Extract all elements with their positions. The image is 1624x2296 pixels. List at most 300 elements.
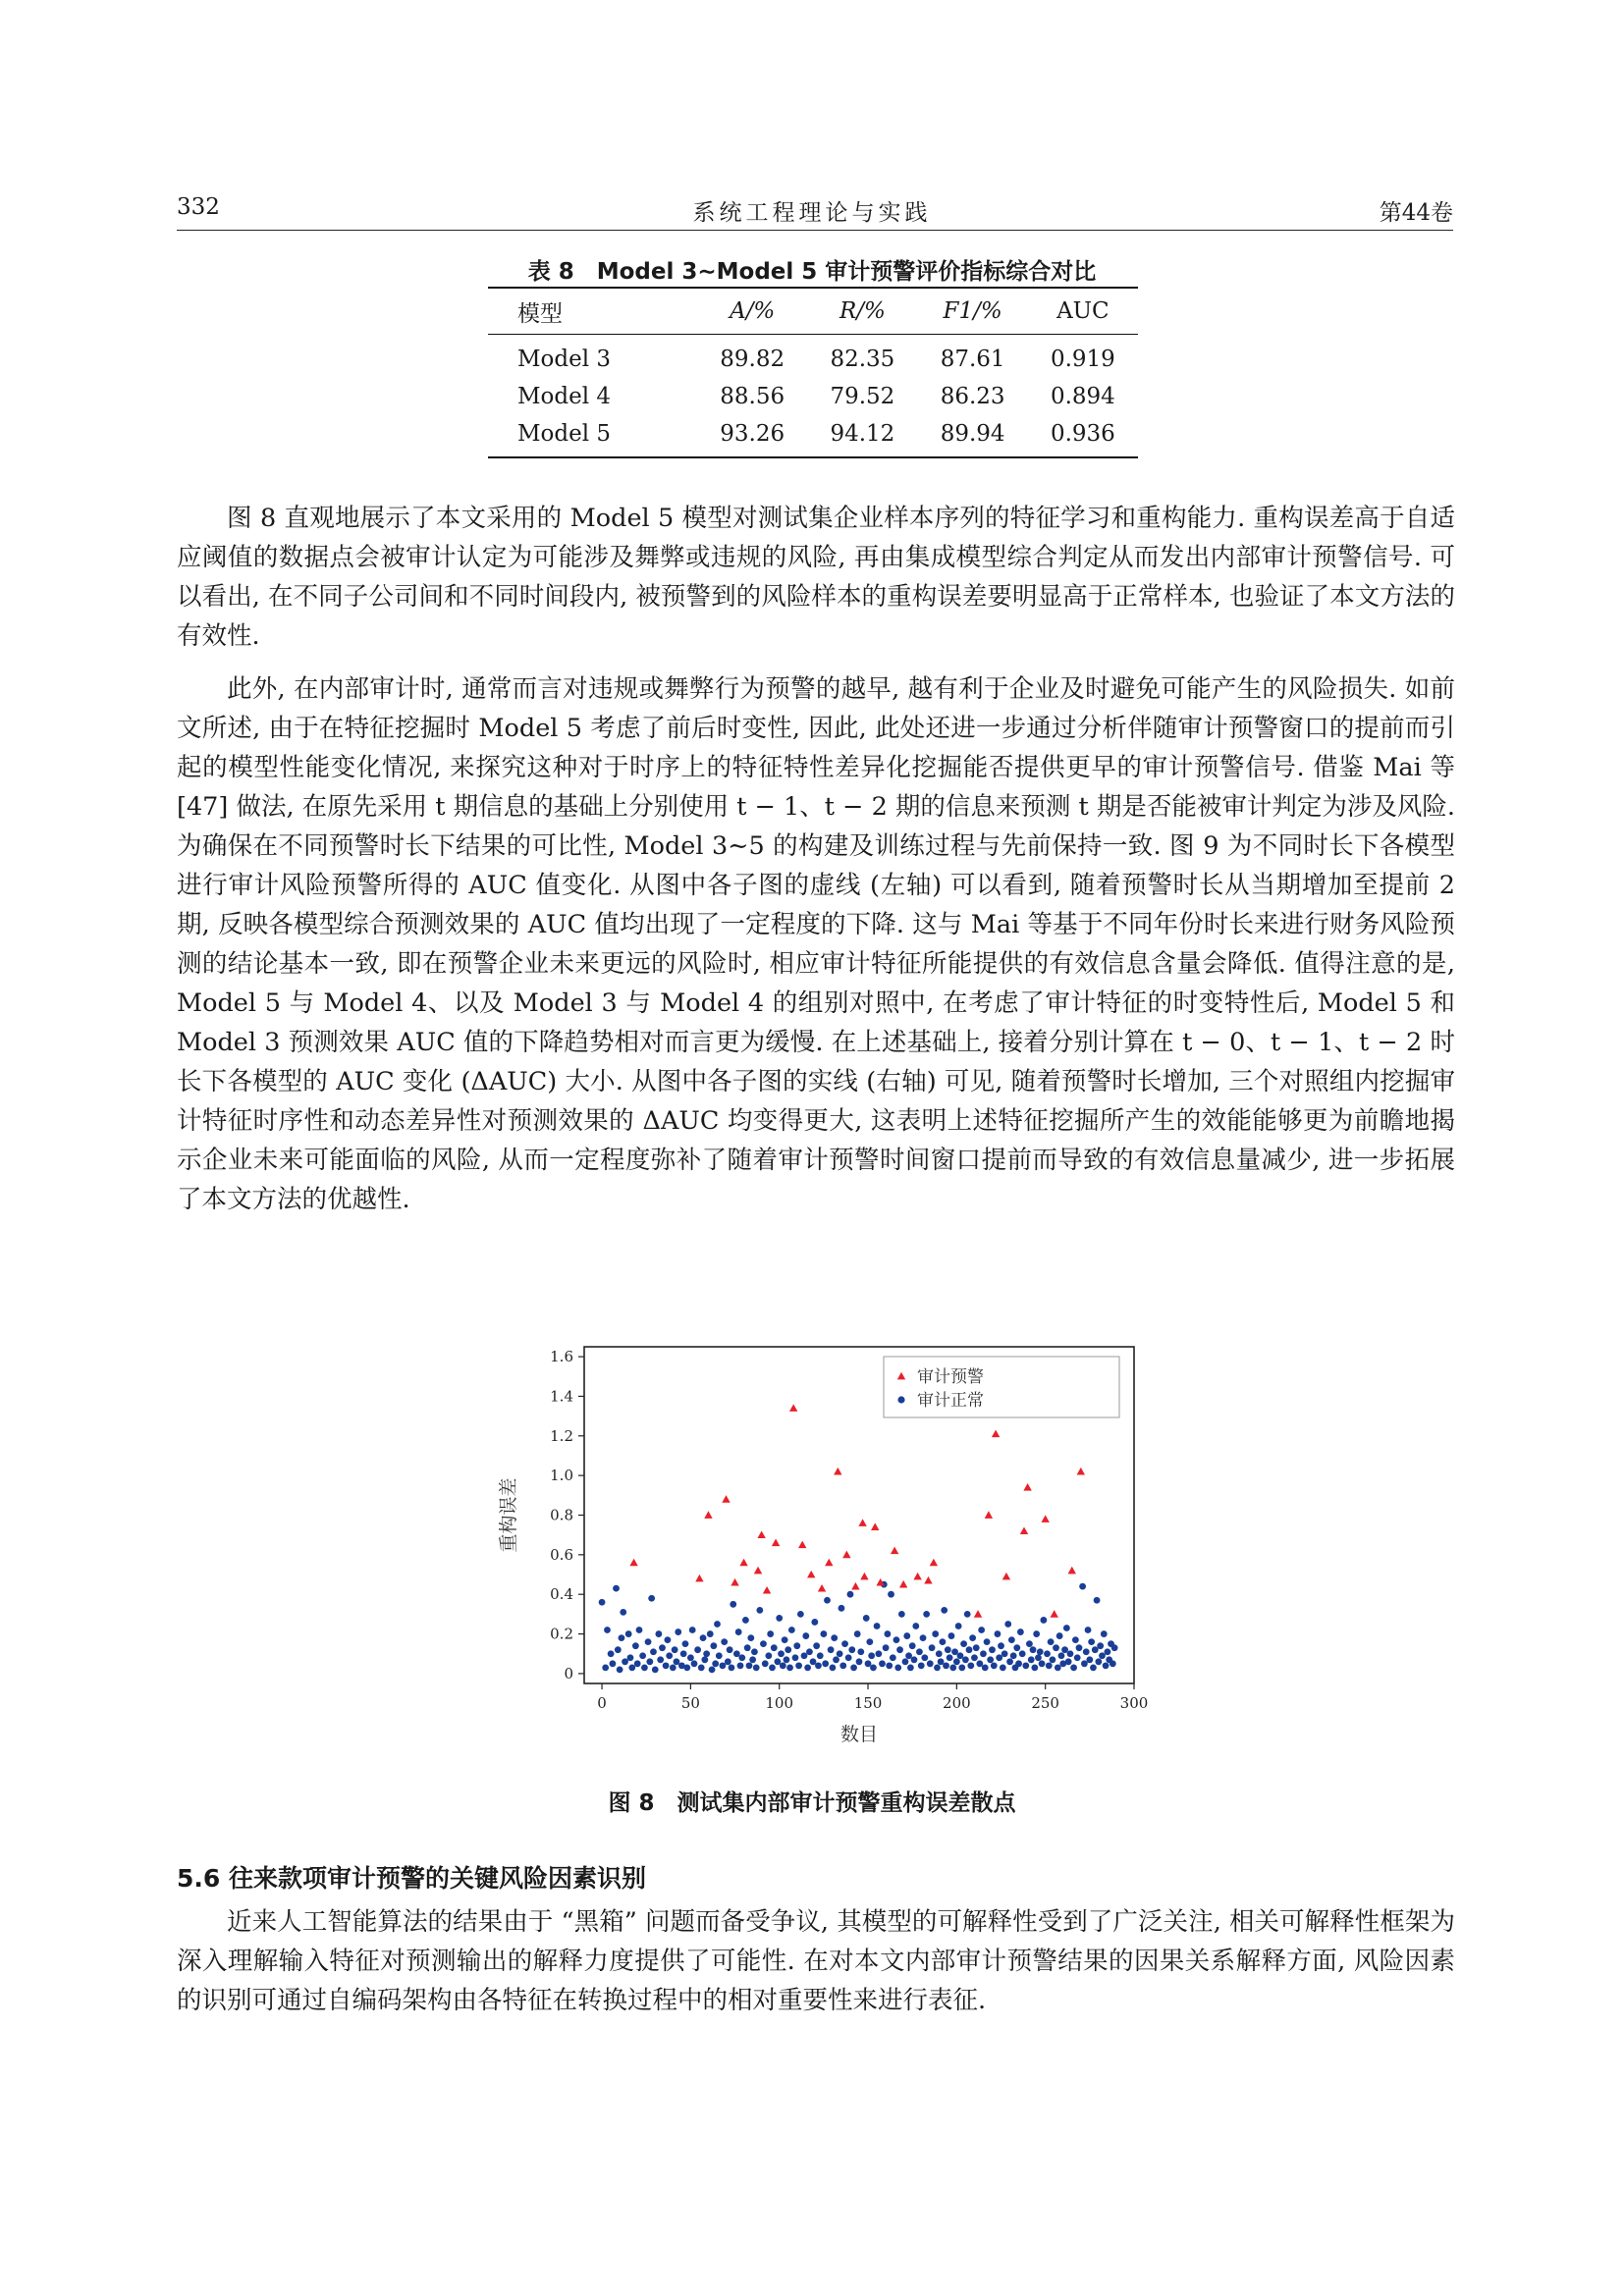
normal-point <box>1099 1652 1106 1659</box>
normal-point <box>1081 1660 1088 1667</box>
normal-point <box>710 1642 717 1649</box>
normal-point <box>909 1642 916 1649</box>
normal-point <box>599 1599 606 1606</box>
warning-point <box>772 1539 780 1547</box>
normal-point <box>617 1666 623 1673</box>
normal-point <box>1088 1638 1095 1645</box>
normal-point <box>615 1646 622 1653</box>
normal-point <box>1065 1658 1072 1665</box>
normal-point <box>1031 1664 1038 1671</box>
normal-point <box>670 1664 677 1671</box>
normal-point <box>987 1656 994 1663</box>
legend-marker-normal <box>897 1396 904 1403</box>
table-header: R/% <box>807 288 917 335</box>
normal-point <box>1044 1650 1051 1657</box>
y-axis-label: 重构误差 <box>498 1477 519 1553</box>
warning-point <box>807 1571 815 1578</box>
normal-point <box>610 1660 617 1667</box>
table-cell: Model 3 <box>517 347 612 372</box>
normal-point <box>634 1660 641 1667</box>
table-header: F1/% <box>918 288 1028 335</box>
normal-point <box>721 1638 728 1645</box>
x-tick-label: 50 <box>680 1694 700 1712</box>
normal-point <box>916 1648 923 1655</box>
table-row <box>488 415 1138 457</box>
normal-point <box>1056 1632 1063 1639</box>
warning-point <box>1068 1567 1076 1575</box>
table-row <box>488 378 1138 415</box>
normal-point <box>894 1664 901 1671</box>
normal-point <box>866 1638 873 1645</box>
normal-point <box>898 1611 905 1618</box>
normal-point <box>729 1664 735 1671</box>
table-cell: Model 5 <box>488 415 697 457</box>
normal-point <box>1050 1656 1056 1663</box>
normal-point <box>793 1642 800 1649</box>
normal-point <box>1040 1617 1047 1624</box>
warning-point <box>1077 1468 1085 1475</box>
normal-point <box>833 1656 839 1663</box>
normal-point <box>856 1658 863 1665</box>
normal-point <box>1048 1638 1055 1645</box>
normal-point <box>1006 1658 1013 1665</box>
normal-point <box>760 1640 767 1647</box>
normal-point <box>890 1654 896 1661</box>
normal-point <box>923 1611 930 1618</box>
normal-point <box>1085 1627 1092 1633</box>
normal-point <box>765 1652 772 1659</box>
normal-point <box>1000 1664 1006 1671</box>
normal-point <box>1101 1630 1108 1637</box>
normal-point <box>875 1650 882 1657</box>
scatter-chart <box>471 1335 1159 1777</box>
normal-point <box>874 1623 881 1629</box>
warning-point <box>1041 1515 1049 1522</box>
normal-point <box>885 1630 892 1637</box>
warning-point <box>818 1584 826 1592</box>
normal-point <box>744 1644 751 1651</box>
page-number: 332 <box>177 194 220 220</box>
normal-point <box>978 1627 985 1633</box>
normal-point <box>813 1642 820 1649</box>
table-header: 模型 <box>488 288 697 335</box>
normal-point <box>934 1664 941 1671</box>
warning-point <box>992 1430 1000 1438</box>
normal-point <box>727 1646 733 1653</box>
table-caption: 表 8 Model 3∼Model 5 审计预警评价指标综合对比 <box>527 259 1097 285</box>
normal-point <box>918 1662 925 1669</box>
warning-point <box>1020 1526 1028 1534</box>
normal-point <box>1103 1662 1110 1669</box>
normal-point <box>802 1632 809 1639</box>
normal-point <box>1110 1660 1116 1667</box>
warning-point <box>1051 1610 1058 1618</box>
normal-point <box>929 1644 936 1651</box>
normal-point <box>886 1662 893 1669</box>
normal-point <box>998 1642 1004 1649</box>
normal-point <box>1105 1648 1111 1655</box>
warning-point <box>858 1519 866 1526</box>
normal-point <box>845 1654 852 1661</box>
normal-point <box>1033 1630 1040 1637</box>
normal-point <box>958 1664 965 1671</box>
normal-point <box>1039 1660 1046 1667</box>
table-cell: 79.52 <box>830 384 895 409</box>
warning-point <box>629 1559 637 1567</box>
normal-point <box>720 1662 727 1669</box>
normal-point <box>775 1658 782 1665</box>
normal-point <box>1067 1650 1074 1657</box>
normal-point <box>608 1650 615 1657</box>
normal-point <box>971 1654 978 1661</box>
warning-point <box>754 1567 762 1575</box>
normal-point <box>850 1664 857 1671</box>
normal-point <box>620 1609 626 1616</box>
normal-point <box>854 1630 861 1637</box>
normal-point <box>663 1662 670 1669</box>
normal-point <box>927 1660 934 1667</box>
figure-caption: 图 8 测试集内部审计预警重构误差散点 <box>608 1790 1016 1816</box>
normal-point <box>767 1630 774 1637</box>
normal-point <box>841 1640 848 1647</box>
normal-point <box>735 1629 742 1635</box>
normal-point <box>830 1664 837 1671</box>
normal-point <box>837 1650 843 1657</box>
legend-label: 审计预警 <box>917 1367 984 1387</box>
normal-point <box>665 1636 672 1643</box>
normal-point <box>991 1662 998 1669</box>
normal-point <box>949 1664 956 1671</box>
normal-point <box>1079 1583 1086 1590</box>
table-cell: 0.894 <box>1050 384 1115 409</box>
normal-point <box>689 1627 696 1633</box>
normal-point <box>655 1630 662 1637</box>
normal-point <box>672 1646 678 1653</box>
normal-point <box>1058 1652 1065 1659</box>
x-tick-label: 300 <box>1119 1694 1149 1712</box>
normal-point <box>625 1630 632 1637</box>
normal-point <box>883 1644 890 1651</box>
normal-point <box>659 1644 666 1651</box>
normal-point <box>921 1654 928 1661</box>
normal-point <box>1083 1648 1090 1655</box>
header-rule <box>177 230 1453 231</box>
normal-point <box>1055 1664 1061 1671</box>
journal-title: 系统工程理论与实践 <box>692 200 932 226</box>
normal-point <box>815 1662 822 1669</box>
normal-point <box>687 1654 694 1661</box>
normal-point <box>645 1638 652 1645</box>
normal-point <box>698 1664 705 1671</box>
warning-point <box>789 1404 797 1412</box>
warning-point <box>731 1578 738 1586</box>
normal-point <box>806 1648 813 1655</box>
normal-point <box>746 1662 753 1669</box>
warning-point <box>860 1573 868 1580</box>
y-tick-label: 0 <box>564 1664 573 1682</box>
warning-point <box>891 1547 898 1555</box>
warning-point <box>913 1573 921 1580</box>
normal-point <box>782 1636 788 1643</box>
normal-point <box>613 1585 620 1592</box>
body-paragraph: 此外, 在内部审计时, 通常而言对违规或舞弊行为预警的越早, 越有利于企业及时避免可能产生的风险损失. 如前文所述, 由于在特征挖掘时 Model 5 考虑了前后时变性, 因此, 此处还进一步通过分析伴随审计预警窗口的提前而引起的模型性能变化情况, 来探究这种对于时序上的特征特性差异化挖掘能否提供更早的审计预警信号. 借鉴 Mai 等[47] 做法, 在原先采用 t 期信息的基础上分别使用 t − 1、t − 2 期的信息来预测 t 期是否能被审计判定为涉及风险. 为确保在不同预警时长下结果的可比性, Model 3∼5 的构建及训练过程与先前保持一致. 图 9 为不同时长下各模型进行审计风险预警所得的 AUC 值变化. 从图中各子图的虚线 (左轴) 可以看到, 随着预警时长从当期增加至提前 2 期, 反映各模型综合预测效果的 AUC 值均出现了一定程度的下降. 这与 Mai 等基于不同年份时长来进行财务风险预测的结论基本一致, 即在预警企业未来更远的风险时, 相应审计特征所能提供的有效信息含量会降低. 值得注意的是, Model 5 与 Model 4、以及 Model 3 与 Model 4 的组别对照中, 在考虑了审计特征的时变特性后, Model 5 和 Model 3 预测效果 AUC 值的下降趋势相对而言更为缓慢. 在上述基础上, 接着分别计算在 t − 0、t − 1、t − 2 时长下各模型的 AUC 变化 (ΔAUC) 大小. 从图中各子图的实线 (右轴) 可见, 随着预警时长增加, 三个对照组内挖掘审计特征时序性和动态差异性对预测效果的 ΔAUC 均变得更大, 这表明上述特征挖掘所产生的效能能够更为前瞻地揭示企业未来可能面临的风险, 从而一定程度弥补了随着审计预警时间窗口提前而导致的有效信息量减少, 进一步拓展了本文方法的优越性. <box>177 674 1455 1214</box>
normal-point <box>788 1627 795 1633</box>
x-tick-label: 250 <box>1031 1694 1059 1712</box>
table-cell: 89.94 <box>918 415 1028 457</box>
normal-point <box>1035 1654 1042 1661</box>
normal-point <box>1010 1652 1017 1659</box>
normal-point <box>753 1664 760 1671</box>
normal-point <box>953 1658 960 1665</box>
normal-point <box>733 1650 740 1657</box>
normal-point <box>784 1656 790 1663</box>
warning-point <box>930 1559 938 1567</box>
warning-point <box>1002 1573 1010 1580</box>
normal-point <box>1063 1625 1070 1631</box>
table-cell: 0.936 <box>1028 415 1138 457</box>
warning-point <box>924 1576 932 1584</box>
x-tick-label: 150 <box>853 1694 883 1712</box>
normal-point <box>1094 1597 1101 1604</box>
normal-point <box>810 1658 817 1665</box>
normal-point <box>1074 1654 1081 1661</box>
y-tick-label: 1.6 <box>550 1348 573 1366</box>
normal-point <box>936 1650 943 1657</box>
warning-point <box>842 1551 850 1559</box>
normal-point <box>701 1656 708 1663</box>
normal-point <box>682 1640 689 1647</box>
normal-point <box>896 1646 903 1653</box>
normal-point <box>962 1656 969 1663</box>
normal-point <box>1015 1660 1022 1667</box>
y-tick-label: 1.4 <box>550 1387 573 1406</box>
normal-point <box>951 1648 958 1655</box>
legend-label: 审计正常 <box>917 1391 984 1411</box>
normal-point <box>973 1644 980 1651</box>
volume-label: 第44卷 <box>1379 200 1453 226</box>
y-tick-label: 0.8 <box>550 1506 573 1524</box>
warning-point <box>871 1522 879 1530</box>
normal-point <box>822 1660 829 1667</box>
body-paragraph: 图 8 直观地展示了本文采用的 Model 5 模型对测试集企业样本序列的特征学习和重构能力. 重构误差高于自适应阈值的数据点会被审计认定为可能涉及舞弊或违规的风险, 再由集成模型综合判定从而发出内部审计预警信号. 可以看出, 在不同子公司间和不同时间段内, 被预警到的风险样本的重构误差要明显高于正常样本, 也验证了本文方法的有效性. <box>177 504 1455 651</box>
warning-point <box>798 1541 806 1549</box>
normal-point <box>742 1617 749 1624</box>
normal-point <box>969 1634 976 1641</box>
table-cell: 87.61 <box>940 347 1005 372</box>
normal-point <box>785 1646 791 1653</box>
normal-point <box>868 1652 875 1659</box>
normal-point <box>1072 1636 1079 1643</box>
x-tick-label: 200 <box>943 1694 971 1712</box>
normal-point <box>674 1658 680 1665</box>
y-tick-label: 0.4 <box>550 1585 573 1604</box>
normal-point <box>989 1646 996 1653</box>
x-tick-label: 0 <box>597 1694 607 1712</box>
normal-point <box>943 1662 949 1669</box>
normal-point <box>738 1654 745 1661</box>
warning-point <box>974 1610 982 1618</box>
comparison-table <box>488 287 1138 458</box>
normal-point <box>762 1660 769 1667</box>
normal-point <box>870 1664 877 1671</box>
normal-point <box>847 1591 854 1598</box>
normal-point <box>756 1607 763 1614</box>
normal-point <box>771 1644 778 1651</box>
normal-point <box>797 1611 804 1618</box>
normal-point <box>1008 1636 1015 1643</box>
normal-point <box>619 1634 625 1641</box>
normal-point <box>602 1664 609 1671</box>
normal-point <box>940 1638 947 1645</box>
normal-point <box>1086 1656 1093 1663</box>
x-tick-label: 100 <box>765 1694 794 1712</box>
normal-point <box>652 1666 659 1673</box>
normal-point <box>703 1650 710 1657</box>
normal-point <box>780 1662 786 1669</box>
normal-point <box>636 1627 643 1633</box>
warning-point <box>763 1586 771 1594</box>
normal-point <box>964 1611 971 1618</box>
normal-point <box>947 1654 953 1661</box>
normal-point <box>1053 1644 1059 1651</box>
normal-point <box>628 1664 635 1671</box>
normal-point <box>995 1630 1001 1637</box>
normal-point <box>641 1664 648 1671</box>
normal-point <box>839 1662 846 1669</box>
normal-point <box>967 1662 974 1669</box>
normal-point <box>1028 1656 1035 1663</box>
normal-point <box>1013 1644 1020 1651</box>
y-tick-label: 1.0 <box>550 1467 573 1485</box>
section-heading: 5.6 往来款项审计预警的关键风险因素识别 <box>177 1864 646 1893</box>
normal-point <box>996 1654 1002 1661</box>
normal-point <box>903 1632 910 1639</box>
y-tick-label: 0.2 <box>550 1625 573 1643</box>
normal-point <box>863 1615 870 1622</box>
normal-point <box>709 1666 716 1673</box>
normal-point <box>905 1652 912 1659</box>
normal-point <box>650 1648 657 1655</box>
normal-point <box>1061 1646 1068 1653</box>
table-header: AUC <box>1028 288 1138 335</box>
table-cell: Model 4 <box>517 384 612 409</box>
normal-point <box>712 1660 719 1667</box>
table-cell: 93.26 <box>697 415 807 457</box>
normal-point <box>982 1664 989 1671</box>
normal-point <box>1070 1664 1077 1671</box>
normal-point <box>932 1630 939 1637</box>
normal-point <box>857 1648 864 1655</box>
normal-point <box>957 1652 964 1659</box>
normal-point <box>912 1623 919 1629</box>
warning-point <box>704 1511 712 1519</box>
warning-point <box>695 1575 703 1582</box>
normal-point <box>984 1638 991 1645</box>
normal-point <box>639 1652 646 1659</box>
normal-point <box>648 1595 655 1602</box>
normal-point <box>604 1627 611 1633</box>
normal-point <box>907 1664 914 1671</box>
normal-point <box>716 1652 723 1659</box>
warning-point <box>722 1495 730 1503</box>
normal-point <box>776 1615 783 1622</box>
normal-point <box>691 1660 698 1667</box>
normal-point <box>795 1662 802 1669</box>
normal-point <box>707 1630 714 1637</box>
normal-point <box>911 1656 918 1663</box>
normal-point <box>955 1623 962 1629</box>
normal-point <box>1026 1640 1033 1647</box>
warning-point <box>834 1468 841 1475</box>
normal-point <box>1004 1621 1011 1628</box>
normal-point <box>675 1629 681 1635</box>
table-cell: 94.12 <box>807 415 917 457</box>
normal-point <box>1095 1658 1102 1665</box>
normal-point <box>801 1652 808 1659</box>
normal-point <box>749 1656 756 1663</box>
table-cell: 89.82 <box>720 347 785 372</box>
normal-point <box>1111 1644 1118 1651</box>
y-tick-label: 1.2 <box>550 1426 573 1445</box>
normal-point <box>694 1646 701 1653</box>
normal-point <box>622 1658 628 1665</box>
normal-point <box>769 1664 776 1671</box>
normal-point <box>714 1621 721 1628</box>
normal-point <box>831 1634 838 1641</box>
normal-point <box>948 1632 955 1639</box>
normal-point <box>1076 1644 1083 1651</box>
normal-point <box>1017 1629 1024 1635</box>
normal-point <box>1046 1662 1053 1669</box>
normal-point <box>865 1660 872 1667</box>
normal-point <box>966 1646 973 1653</box>
normal-point <box>1097 1642 1104 1649</box>
normal-point <box>941 1607 947 1614</box>
normal-point <box>824 1597 831 1604</box>
table-row <box>488 335 1138 379</box>
normal-point <box>666 1652 673 1659</box>
table-cell: 88.56 <box>720 384 785 409</box>
normal-point <box>828 1646 835 1653</box>
normal-point <box>632 1642 639 1649</box>
normal-point <box>1019 1650 1026 1657</box>
normal-point <box>817 1652 824 1659</box>
normal-point <box>920 1634 927 1641</box>
table-header: A/% <box>697 288 807 335</box>
normal-point <box>938 1658 945 1665</box>
warning-point <box>899 1580 907 1588</box>
normal-point <box>1001 1650 1008 1657</box>
normal-point <box>888 1591 894 1598</box>
normal-point <box>804 1664 811 1671</box>
warning-point <box>985 1511 993 1519</box>
normal-point <box>786 1664 793 1671</box>
normal-point <box>627 1654 634 1661</box>
normal-point <box>1030 1646 1037 1653</box>
normal-point <box>1090 1664 1097 1671</box>
normal-point <box>646 1658 653 1665</box>
normal-point <box>680 1650 687 1657</box>
normal-point <box>976 1660 983 1667</box>
normal-point <box>657 1656 664 1663</box>
table-cell: 86.23 <box>940 384 1005 409</box>
normal-point <box>893 1636 900 1643</box>
table-cell: 0.919 <box>1050 347 1115 372</box>
normal-point <box>820 1630 827 1637</box>
normal-point <box>1092 1646 1099 1653</box>
normal-point <box>1022 1662 1029 1669</box>
x-axis-label: 数目 <box>839 1724 879 1745</box>
